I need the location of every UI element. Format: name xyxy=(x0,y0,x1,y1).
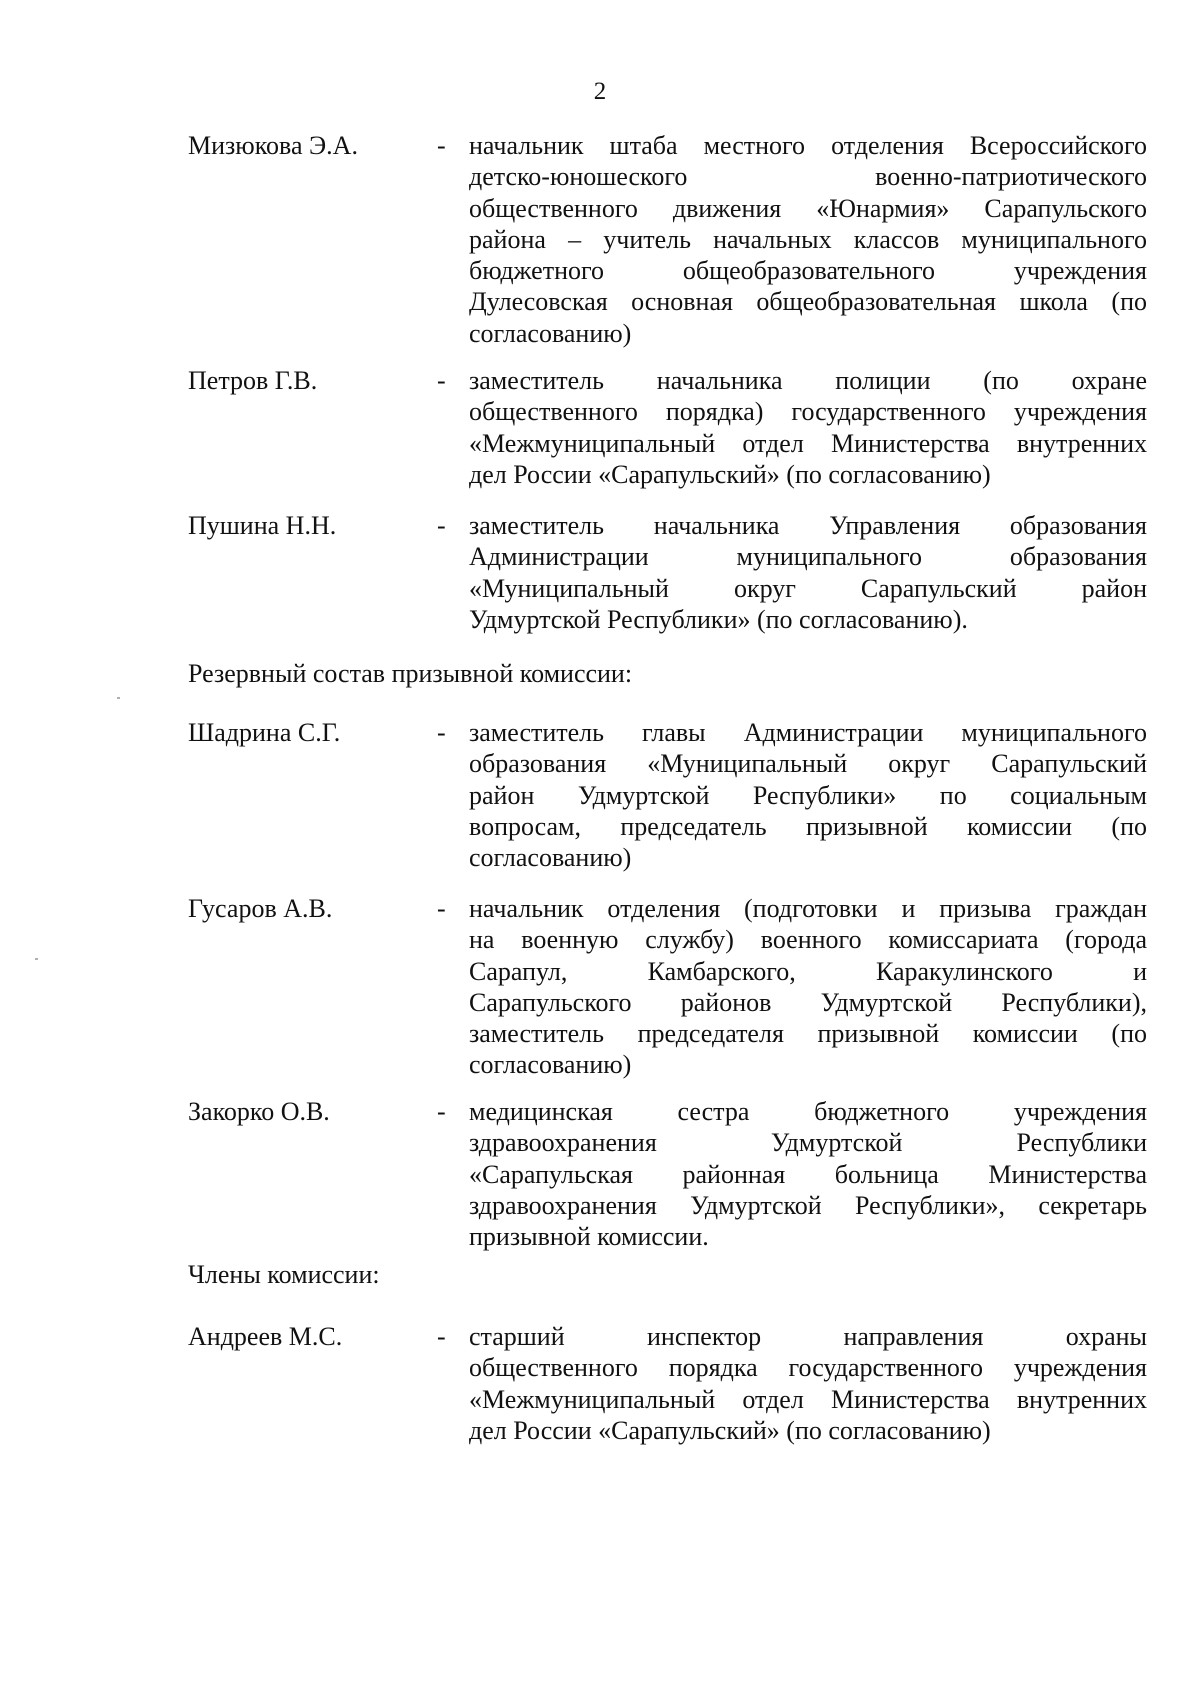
dash: - xyxy=(437,1097,446,1126)
description-line: здравоохранения Удмуртской Республики xyxy=(469,1128,1147,1158)
description-line: дел России «Сарапульский» (по согласованию) xyxy=(469,1415,991,1445)
description-line: «Межмуниципальный отдел Министерства внутренних xyxy=(469,428,1147,458)
description-line: начальник отделения (подготовки и призыва граждан xyxy=(469,894,1147,923)
dash: - xyxy=(437,718,446,747)
description-line: общественного порядка государственного учреждения xyxy=(469,1353,1147,1383)
position-description xyxy=(469,510,1147,635)
dash: - xyxy=(437,131,446,160)
person-name: Гусаров А.В. xyxy=(188,894,333,923)
description-line: Дулесовская основная общеобразовательная школа (по xyxy=(469,287,1147,317)
scan-speck xyxy=(35,958,38,960)
description-line: медицинская сестра бюджетного учреждения xyxy=(469,1097,1147,1126)
members-heading: Члены комиссии: xyxy=(188,1260,380,1289)
position-description xyxy=(469,130,1147,349)
description-line: образования «Муниципальный округ Сарапульский xyxy=(469,749,1147,779)
description-line: заместитель главы Администрации муниципального xyxy=(469,718,1147,747)
description-line: здравоохранения Удмуртской Республики», секретарь xyxy=(469,1190,1147,1220)
description-line: район Удмуртской Республики» по социальным xyxy=(469,780,1147,810)
description-line: заместитель председателя призывной комиссии (по xyxy=(469,1019,1147,1049)
description-line: заместитель начальника Управления образования xyxy=(469,511,1147,540)
person-name: Закорко О.В. xyxy=(188,1097,330,1126)
description-line: призывной комиссии. xyxy=(469,1222,709,1252)
position-description xyxy=(469,1096,1147,1252)
position-description xyxy=(469,1321,1147,1446)
description-line: согласованию) xyxy=(469,1050,632,1080)
description-line: «Межмуниципальный отдел Министерства внутренних xyxy=(469,1384,1147,1414)
description-line: согласованию) xyxy=(469,843,632,873)
description-line: вопросам, председатель призывной комиссии (по xyxy=(469,811,1147,841)
person-name: Андреев М.С. xyxy=(188,1322,343,1351)
scan-speck xyxy=(117,697,120,699)
description-line: Сарапул, Камбарского, Каракулинского и xyxy=(469,956,1147,986)
person-name: Шадрина С.Г. xyxy=(188,718,341,747)
person-name: Петров Г.В. xyxy=(188,366,318,395)
description-line: Удмуртской Республики» (по согласованию). xyxy=(469,604,968,634)
description-line: начальник штаба местного отделения Всероссийского xyxy=(469,131,1147,160)
description-line: заместитель начальника полиции (по охране xyxy=(469,366,1147,395)
description-line: общественного движения «Юнармия» Сарапульского xyxy=(469,193,1147,223)
person-name: Пушина Н.Н. xyxy=(188,511,337,540)
description-line: Администрации муниципального образования xyxy=(469,542,1147,572)
description-line: старший инспектор направления охраны xyxy=(469,1322,1147,1351)
dash: - xyxy=(437,366,446,395)
description-line: «Сарапульская районная больница Министерства xyxy=(469,1159,1147,1189)
person-name: Мизюкова Э.А. xyxy=(188,131,358,160)
dash: - xyxy=(437,511,446,540)
position-description xyxy=(469,365,1147,490)
description-line: «Муниципальный округ Сарапульский район xyxy=(469,573,1147,603)
description-line: на военную службу) военного комиссариата (города xyxy=(469,925,1147,955)
dash: - xyxy=(437,894,446,923)
position-description xyxy=(469,893,1147,1081)
description-line: согласованию) xyxy=(469,318,632,348)
description-line: дел России «Сарапульский» (по согласованию) xyxy=(469,459,991,489)
page-number: 2 xyxy=(593,78,607,105)
position-description xyxy=(469,717,1147,873)
description-line: бюджетного общеобразовательного учреждения xyxy=(469,256,1147,286)
description-line: детско-юношеского военно-патриотического xyxy=(469,162,1147,192)
description-line: района – учитель начальных классов муниципального xyxy=(469,224,1147,254)
description-line: Сарапульского районов Удмуртской Республики), xyxy=(469,987,1147,1017)
dash: - xyxy=(437,1322,446,1351)
description-line: общественного порядка) государственного учреждения xyxy=(469,397,1147,427)
reserve-heading: Резервный состав призывной комиссии: xyxy=(188,659,633,688)
